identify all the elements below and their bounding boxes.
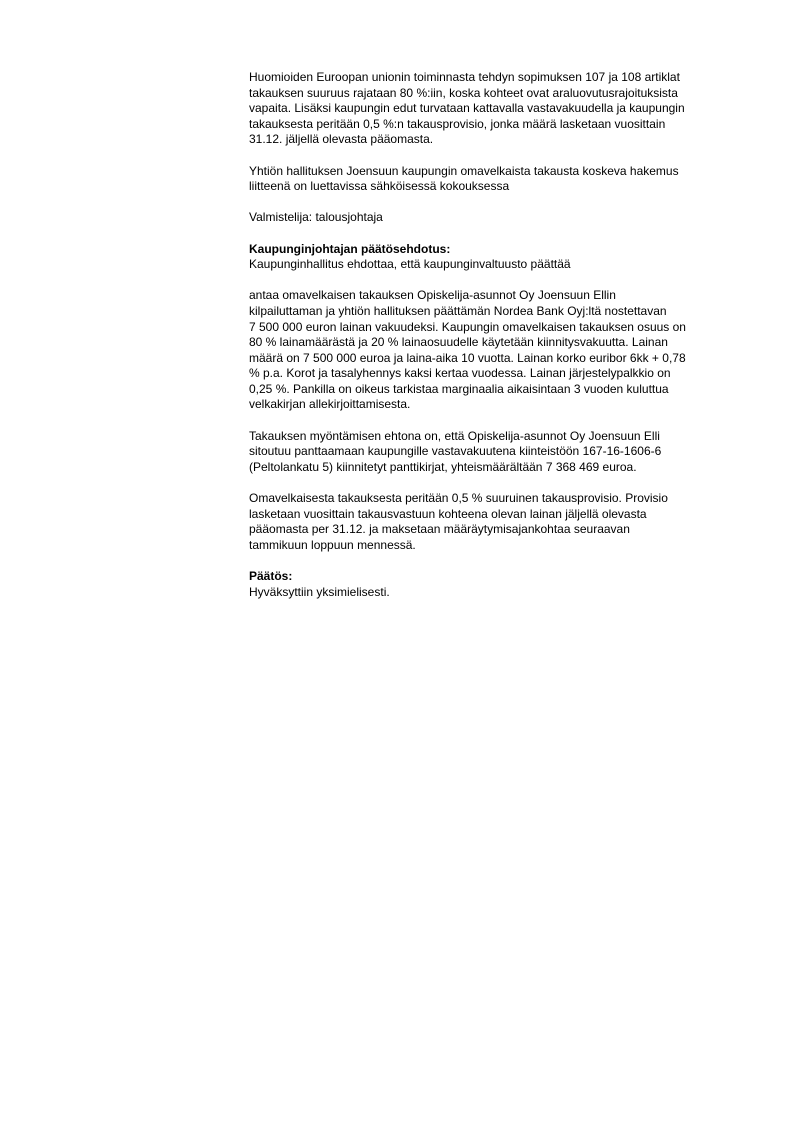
text-line: sitoutuu panttaamaan kaupungille vastavakuutena kiinteistöön 167-16-1606-6	[249, 444, 662, 459]
decision-text: Hyväksyttiin yksimielisesti.	[249, 584, 390, 599]
text-line: vapaita. Lisäksi kaupungin edut turvataan kattavalla vastavakuudella ja kaupungin	[249, 101, 685, 116]
text-line: antaa omavelkaisen takauksen Opiskelija-asunnot Oy Joensuun Ellin	[249, 288, 616, 303]
text-line: % p.a. Korot ja tasalyhennys kaksi kertaa vuodessa. Lainan järjestelypalkkio on	[249, 366, 671, 381]
paragraph-eu-state-aid	[249, 70, 749, 148]
text-line: liitteenä on luettavissa sähköisessä kokouksessa	[249, 179, 510, 194]
text-line: pääomasta per 31.12. ja maksetaan määräytymisajankohtaa seuraavan	[249, 522, 630, 537]
text-line: takauksesta peritään 0,5 %:n takausprovisio, jonka määrä lasketaan vuosittain	[249, 116, 666, 131]
text-line: 80 % lainamäärästä ja 20 % lainaosuudelle käytetään kiinnitysvakuutta. Lainan	[249, 335, 668, 350]
text-line: 7 500 000 euron lainan vakuudeksi. Kaupungin omavelkaisen takauksen osuus on	[249, 319, 686, 334]
proposal-heading: Kaupunginjohtajan päätösehdotus:	[249, 241, 451, 256]
paragraph-guarantee-grant	[249, 288, 749, 413]
text-line: tammikuun loppuun mennessä.	[249, 537, 416, 552]
text-line: (Peltolankatu 5) kiinnitetyt panttikirjat, yhteismäärältään 7 368 469 euroa.	[249, 459, 637, 474]
text-line: Takauksen myöntämisen ehtona on, että Opiskelija-asunnot Oy Joensuun Elli	[249, 428, 660, 443]
text-line: määrä on 7 500 000 euroa ja laina-aika 10 vuotta. Lainan korko euribor 6kk + 0,78	[249, 350, 686, 365]
proposal-intro: Kaupunginhallitus ehdottaa, että kaupunginvaltuusto päättää	[249, 257, 571, 272]
proposal-block	[249, 242, 749, 273]
text-line: 31.12. jäljellä olevasta pääomasta.	[249, 132, 434, 147]
document-body	[249, 70, 749, 616]
text-line: Yhtiön hallituksen Joensuun kaupungin omavelkaista takausta koskeva hakemus	[249, 163, 679, 178]
decision-heading: Päätös:	[249, 569, 293, 583]
paragraph-guarantee-fee	[249, 491, 749, 553]
text-line: 0,25 %. Pankilla on oikeus tarkistaa marginaalia aikaisintaan 3 vuoden kuluttua	[249, 381, 669, 396]
paragraph-preparer	[249, 210, 749, 226]
text-line: lasketaan vuosittain takausvastuun kohteena olevan lainan jäljellä olevasta	[249, 506, 647, 521]
preparer-line: Valmistelija: talousjohtaja	[249, 210, 383, 225]
text-line: Huomioiden Euroopan unionin toiminnasta tehdyn sopimuksen 107 ja 108 artiklat	[249, 70, 680, 84]
text-line: velkakirjan allekirjoittamisesta.	[249, 397, 411, 412]
decision-block	[249, 569, 749, 600]
paragraph-guarantee-condition	[249, 429, 749, 476]
text-line: kilpailuttaman ja yhtiön hallituksen päättämän Nordea Bank Oyj:ltä nostettavan	[249, 303, 667, 318]
paragraph-application-attachment	[249, 164, 749, 195]
text-line: takauksen suuruus rajataan 80 %:iin, koska kohteet ovat araluovutusrajoituksista	[249, 85, 678, 100]
text-line: Omavelkaisesta takauksesta peritään 0,5 % suuruinen takausprovisio. Provisio	[249, 491, 668, 506]
